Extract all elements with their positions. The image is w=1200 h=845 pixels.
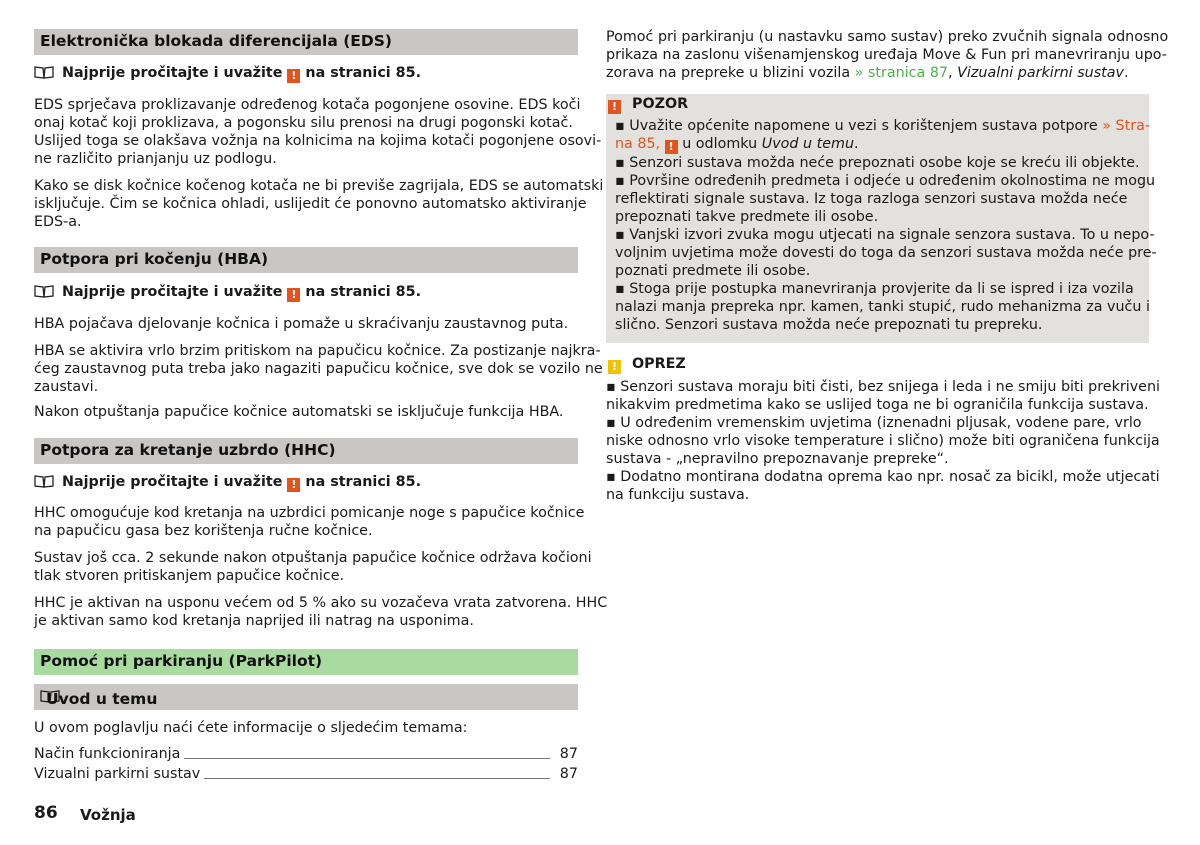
footer-section: Vožnja bbox=[80, 806, 136, 824]
warning-icon: ! bbox=[608, 100, 621, 114]
book-icon bbox=[34, 475, 54, 488]
pozor-box bbox=[606, 94, 1157, 343]
section-header-eds bbox=[34, 29, 578, 55]
paragraph: HBA se aktivira vrlo brzim pritiskom na papučicu kočnice. Za postizanje najkra- ćeg zaustavnog puta treba jako nagaziti papučicu kočnice, sve dok se vozilo ne zaustavi. bbox=[34, 343, 603, 395]
book-icon bbox=[34, 285, 54, 298]
paragraph: HBA pojačava djelovanje kočnica i pomaže u skraćivanju zaustavnog puta. bbox=[34, 316, 569, 332]
paragraph: HHC omogućuje kod kretanja na uzbrdici pomicanje noge s papučice kočnice na papučicu gasa bez korištenja ručne kočnice. bbox=[34, 505, 585, 539]
intro-text: U ovom poglavlju naći ćete informacije o sljedećim temama: bbox=[34, 720, 468, 736]
warning-icon: ! bbox=[665, 140, 678, 154]
read-first-note: Najprije pročitajte i uvažite ! na stranici 85. bbox=[34, 473, 421, 491]
read-first-note: Najprije pročitajte i uvažite ! na stranici 85. bbox=[34, 283, 421, 301]
subsection-title: Uvod u temu bbox=[40, 687, 68, 705]
oprez-text: ▪ Senzori sustava moraju biti čisti, bez snijega i leda i ne smiju biti prekriveni nikakvim predmetima kako se uslijed toga ne bi ograničila funkcija sustava. ▪ U određenim vremenskim uvjetima (iznenadni pljusak, vodene pare, vrlo niske odnosno vrlo visoke temperature i slično) može biti ograničena funkcija sustava - „nepravilno prepoznavanje prepreke“. ▪ Dodatno montirana dodatna oprema kao npr. nosač za bicikl, može utjecati na funkciju sustava. bbox=[606, 379, 1160, 503]
oprez-title: ! OPREZ bbox=[608, 356, 686, 374]
pozor-text: ▪ Uvažite općenite napomene u vezi s korištenjem sustava potpore » Stra- na 85, ! u odlomku Uvod u temu. ▪ Senzori sustava možda neće prepoznati osobe koje se kreću ili objekte. ▪ Površine određenih predmeta i odjeće u određenim okolnostima ne mogu reflektirati signale sustava. Iz toga razloga senzori sustava možda neće prepoznati takve predmete ili osobe. ▪ Vanjski izvori zvuka mogu utjecati na signale senzora sustava. To u nepo- voljnim uvjetima može dovesti do toga da senzori sustava možda neće pre- poznati predmete ili osobe. ▪ Stoga prije postupka manevriranja provjerite da li se ispred i iza vozila nalazi manja prepreka npr. kamen, tanki stupić, rudo mehanizma za vuču i slično. Senzori sustava možda neće prepoznati tu prepreku. bbox=[615, 118, 1157, 333]
toc-label: Vizualni parkirni sustav bbox=[34, 765, 204, 783]
paragraph: EDS sprječava proklizavanje određenog kotača pogonjene osovine. EDS koči onaj kotač koji proklizava, a pogonsku silu prenosi na drugi pogonski kotač. Uslijed toga se olakšava vožnja na kolnicima na kojima kotači pogonjene osovi- ne različito prianjanju uz podlogu. bbox=[34, 97, 602, 167]
page-link[interactable]: » stranica 87 bbox=[854, 65, 949, 81]
paragraph: HHC je aktivan na usponu većem od 5 % ako su vozačeva vrata zatvorena. HHC je aktivan samo kod kretanja naprijed ili natrag na usponima. bbox=[34, 595, 608, 629]
toc-entry[interactable] bbox=[34, 745, 578, 763]
section-title: Elektronička blokada diferencijala (EDS) bbox=[40, 32, 392, 50]
warning-icon: ! bbox=[287, 288, 300, 302]
section-title: Potpora pri kočenju (HBA) bbox=[40, 250, 269, 268]
section-title: Potpora za kretanje uzbrdo (HHC) bbox=[40, 441, 336, 459]
section-header-parkpilot bbox=[34, 649, 578, 675]
book-icon bbox=[34, 66, 54, 79]
toc-page: 87 bbox=[554, 765, 578, 783]
toc-entry[interactable] bbox=[34, 765, 578, 783]
section-title: Pomoć pri parkiranju (ParkPilot) bbox=[40, 652, 323, 670]
warning-icon: ! bbox=[287, 69, 300, 83]
page-link[interactable]: » Stra- bbox=[1102, 118, 1150, 134]
paragraph: Sustav još cca. 2 sekunde nakon otpuštanja papučice kočnice održava kočioni tlak stvoren pritiskanjem papučice kočnice. bbox=[34, 550, 592, 584]
section-header-hba bbox=[34, 247, 578, 273]
page-link[interactable]: na 85, bbox=[615, 136, 661, 152]
page-number: 86 bbox=[34, 803, 58, 823]
warning-icon: ! bbox=[608, 360, 621, 374]
section-header-hhc bbox=[34, 438, 578, 464]
read-first-note: Najprije pročitajte i uvažite ! na stranici 85. bbox=[34, 64, 421, 82]
toc-page: 87 bbox=[554, 745, 578, 763]
paragraph: Nakon otpuštanja papučice kočnice automatski se isključuje funkcija HBA. bbox=[34, 404, 564, 420]
pozor-title: ! POZOR bbox=[608, 96, 688, 114]
intro-paragraph: Pomoć pri parkiranju (u nastavku samo sustav) preko zvučnih signala odnosno prikaza na zaslonu višenamjenskog uređaja Move & Fun pri manevriranju upo- zorava na prepreke u blizini vozila » stranica 87, Vizualni parkirni sustav. bbox=[606, 29, 1169, 81]
subsection-header-intro bbox=[34, 684, 578, 710]
toc-label: Način funkcioniranja bbox=[34, 745, 184, 763]
paragraph: Kako se disk kočnice kočenog kotača ne bi previše zagrijala, EDS se automatski isključuje. Čim se kočnica ohladi, uslijedit će ponovno automatsko aktiviranje EDS-a. bbox=[34, 178, 604, 230]
warning-icon: ! bbox=[287, 478, 300, 492]
